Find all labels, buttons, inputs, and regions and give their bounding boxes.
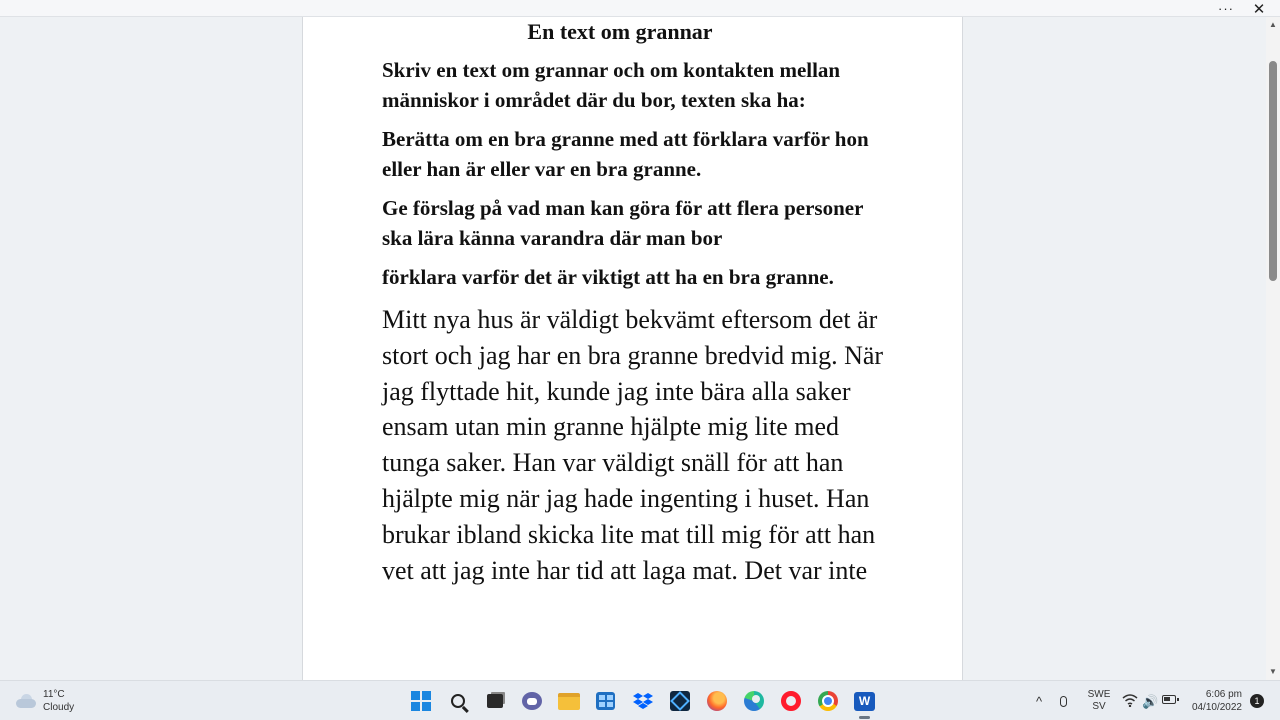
weather-condition: Cloudy <box>43 702 75 713</box>
more-options-button[interactable]: ··· <box>1218 1 1234 16</box>
task-view-button[interactable] <box>476 681 513 720</box>
firefox-button[interactable] <box>698 681 735 720</box>
file-explorer-button[interactable] <box>550 681 587 720</box>
search-icon <box>451 694 465 708</box>
show-hidden-icons-button[interactable]: ^ <box>1036 693 1043 709</box>
scroll-down-icon[interactable]: ▼ <box>1269 667 1277 676</box>
dropbox-icon <box>633 692 653 710</box>
clock-date: 04/10/2022 <box>1191 702 1242 713</box>
edge-icon <box>744 691 764 711</box>
document-canvas <box>0 17 1266 680</box>
volume-icon[interactable]: 🔊 <box>1142 694 1159 709</box>
cube-icon <box>670 691 690 711</box>
battery-icon[interactable] <box>1162 695 1176 704</box>
word-icon <box>854 692 875 711</box>
task-view-icon <box>487 694 503 708</box>
search-button[interactable] <box>439 681 476 720</box>
taskbar <box>0 680 1280 720</box>
close-button[interactable]: ✕ <box>1252 0 1266 18</box>
document-title: En text om grannar <box>527 19 713 44</box>
clock-time: 6:06 pm <box>1205 689 1242 700</box>
edge-button[interactable] <box>735 681 772 720</box>
scroll-up-icon[interactable]: ▲ <box>1269 20 1277 29</box>
vertical-scrollbar[interactable] <box>1266 17 1280 680</box>
chrome-button[interactable] <box>809 681 846 720</box>
prompt-paragraph: Berätta om en bra granne med att förklara varför hon eller han är eller var en bra granne. <box>382 127 869 181</box>
app-cube-button[interactable] <box>661 681 698 720</box>
windows-logo-icon <box>411 691 431 711</box>
word-button[interactable] <box>846 681 883 720</box>
microphone-icon[interactable] <box>1060 681 1072 720</box>
store-icon <box>596 692 615 710</box>
document-content <box>382 17 892 588</box>
wifi-icon[interactable] <box>1122 693 1138 707</box>
firefox-icon <box>707 691 727 711</box>
start-button[interactable] <box>402 681 439 720</box>
scrollbar-thumb[interactable] <box>1269 61 1277 281</box>
notification-badge[interactable]: 1 <box>1250 694 1264 708</box>
cloud-icon <box>14 693 38 709</box>
dropbox-button[interactable] <box>624 681 661 720</box>
teams-chat-button[interactable] <box>513 681 550 720</box>
prompt-paragraph: Ge förslag på vad man kan göra för att flera personer ska lära känna varandra där man bor <box>382 196 864 250</box>
language-indicator[interactable] <box>1086 689 1112 713</box>
language-primary: SWE <box>1087 689 1111 700</box>
weather-widget[interactable] <box>14 687 74 715</box>
opera-button[interactable] <box>772 681 809 720</box>
essay-body: Mitt nya hus är väldigt bekvämt eftersom det är stort och jag har en bra granne bredvid mig. När jag flyttade hit, kunde jag inte bära alla saker ensam utan min granne hjälpte mig lite med tunga saker. Han var väldigt snäll för att han hjälpte mig när jag hade ingenting i huset. Han brukar ibland skicka lite mat till mig för att han vet att jag inte har tid att laga mat. Det var inte <box>382 305 884 585</box>
opera-icon <box>781 691 801 711</box>
folder-icon <box>558 693 580 710</box>
language-secondary: SV <box>1092 701 1106 712</box>
prompt-paragraph: förklara varför det är viktigt att ha en bra granne. <box>382 265 834 289</box>
taskbar-apps <box>402 681 883 720</box>
window-title-bar <box>0 0 1280 17</box>
chrome-icon <box>818 691 838 711</box>
microsoft-store-button[interactable] <box>587 681 624 720</box>
document-page[interactable] <box>302 17 963 680</box>
weather-temperature: 11°C <box>43 689 65 700</box>
system-clock[interactable] <box>1184 688 1242 714</box>
teams-icon <box>522 692 542 710</box>
prompt-paragraph: Skriv en text om grannar och om kontakten mellan människor i området där du bor, texten ska ha: <box>382 58 841 112</box>
